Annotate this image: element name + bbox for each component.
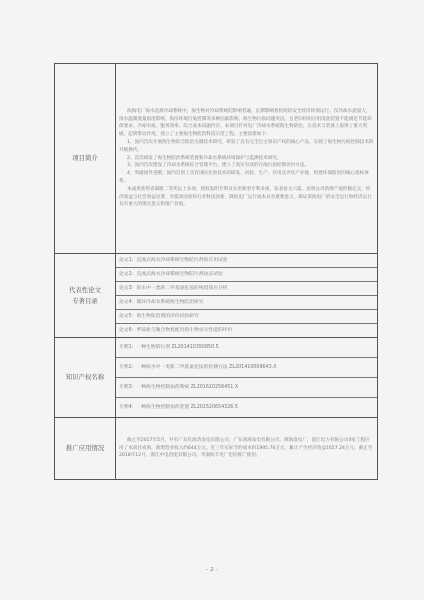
- intro-paragraph-4: 3、国内首次建设了冷却水系统综合管理平台，建立了真实有效的在线污损控制评价方法。: [127, 163, 310, 169]
- intro-paragraph-1: 滨海电厂海水直排冷却系统中，海生物对冷却系统的影响普遍，长期影响着机组的安全经济环保运行。仅冷却水流量大，排水温制流量浓度影响，海洋环境污染控制等多种因素影响，海生物污损问题突出。且老旧机组应用清洗装置不能满足节能环保要求，冷却水质、服务效率、综合成本问题仍存。本项目针对电厂冷却水系统海生物防治，在技术与装备上取得了重大突破，起到带动作用，建立了主要海生物防治科技示范工程。主要创新如下：: [119, 108, 372, 138]
- papers-label-line-1: 代表性论文: [69, 285, 101, 294]
- papers-label-line-2: 专著目录: [72, 296, 98, 305]
- patents-list: [116, 338, 378, 418]
- page-number: - 2 -: [206, 567, 218, 573]
- intro-paragraph-5: 4、突破国外垄断，国内首创了具有国际先进技术的研发、试验、生产、应用及评估产业链，构建环保防治的核心指标体系。: [119, 171, 369, 184]
- patents-row: [55, 338, 378, 418]
- patent-item: 专利3：一种海生物控制加药系统 ZL201620256451.X: [116, 377, 377, 397]
- paper-item: 论文3：海水中一类新二甲基氯化铵的残留效应分析: [116, 281, 377, 295]
- paper-item: 论文6：季铵盐与聚合物复配对海生物杀灭性能的评价: [116, 323, 377, 337]
- intro-content: [116, 64, 378, 254]
- project-info-table: [54, 63, 378, 480]
- intro-label: 项目简介: [55, 64, 116, 254]
- papers-label: [55, 254, 116, 338]
- application-paragraph: 截止至2017年5月，共有广东红海湾发电有限公司，广东靖海发电有限公司，珠海发电厂，湛江电力有限公司4家工程应用了本项目成果，新增营业收入约644万元。近三年实际节约成本约1995.76万元，累计产生经济效益1657.24万元。截止至2018年12月，浙江中电热能有限公司、华润海丰电厂也均推广使用。: [119, 437, 373, 459]
- paper-item: 论文2：直流式海水冷却系统生物防污剂动态试验: [116, 267, 377, 281]
- intro-paragraph-2: 1、国内首次开展海生物综合防治关键技术研究，研发了具有完全自主知识产权的核心产品，实现了海生物污损控制技术的升级换代。: [119, 140, 374, 153]
- application-label: 推广应用情况: [55, 418, 116, 480]
- patents-label: 知识产权名称: [55, 338, 116, 418]
- papers-list: [116, 254, 378, 338]
- patent-item: 专利1：一种生物防污剂 ZL201410350850.5: [119, 345, 219, 350]
- intro-paragraph-6: 本成果获得省部级二等奖以上多项，授权发明专利及实用新型专利多项，发表论文六篇，发明公司新增产值约数亿元，经济效益与社会效益显著，对提高国家和行业科技创新，降低电厂运行成本具有重要意义，保证滨海电厂的安全运行和经济运行具有重大的现实意义和推广价值。: [119, 186, 372, 208]
- application-row: [55, 418, 378, 480]
- paper-item: 论文1：直流式海水冷却系统生物防污剂的应用试验: [119, 258, 228, 263]
- patent-item: 专利4：一种海生物控制加药装置 ZL201520654326.5: [116, 397, 377, 417]
- patent-item: 专利2：一种海水中一类新二甲基氯化铵的检测方法 ZL201410009643.X: [116, 357, 377, 377]
- intro-row: [55, 64, 378, 254]
- application-content: [116, 418, 378, 480]
- paper-item: 论文5：海生物防治剂的评价试验研究: [116, 309, 377, 323]
- intro-paragraph-3: 2、首次研发了海生物防治系统装置和冷却水系统环境保护与监测技术研究。: [127, 155, 282, 161]
- papers-row: [55, 254, 378, 338]
- paper-item: 论文4：循环冷却水系统海生物防治研究: [116, 295, 377, 309]
